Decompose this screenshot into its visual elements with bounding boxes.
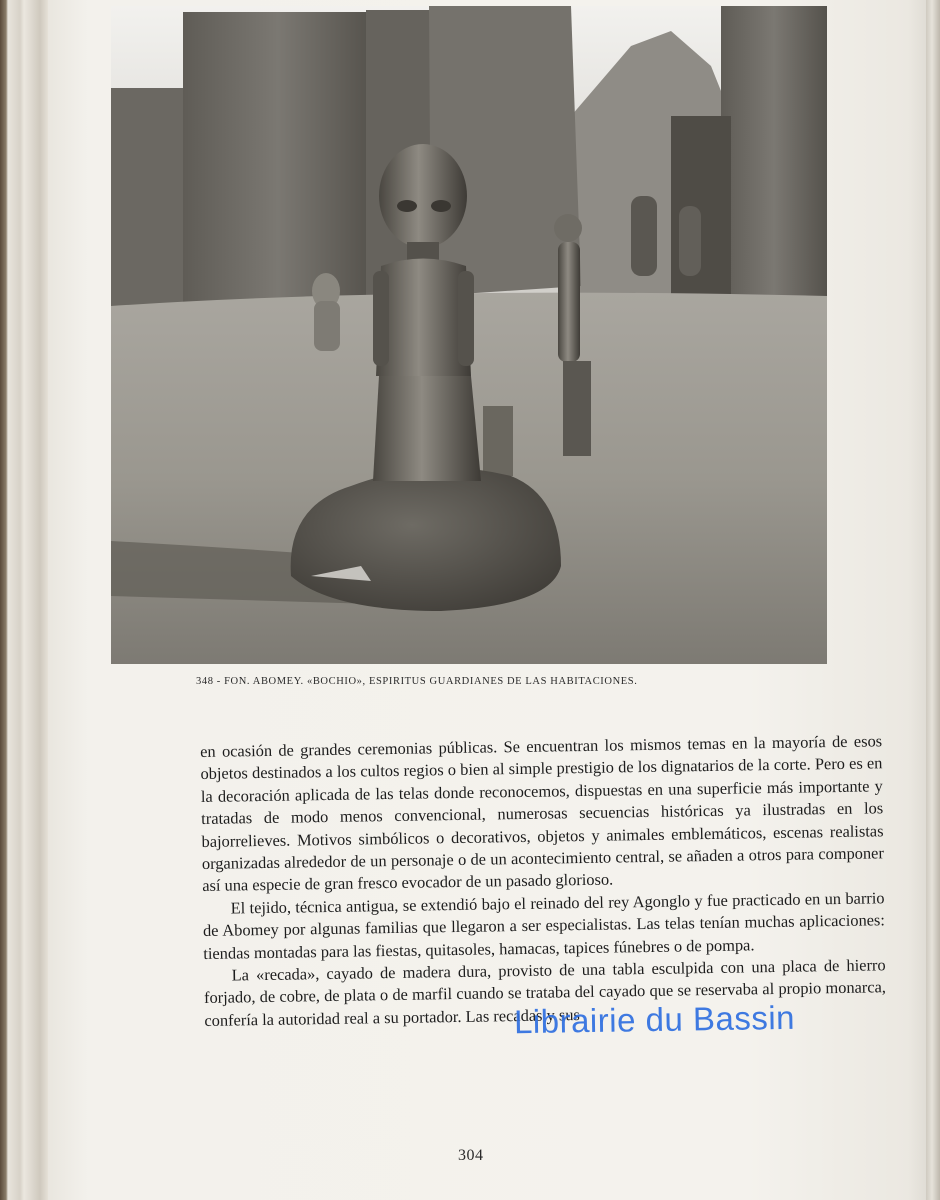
page-right-edge [926,0,940,1200]
photo-caption: 348 - FON. ABOMEY. «BOCHIO», ESPIRITUS GUARDIANES DE LAS HABITACIONES. [196,676,638,687]
bochio-photograph [111,6,827,664]
paragraph: El tejido, técnica antigua, se extendió bajo el reinado del rey Agonglo y fue practicado en un barrio de Abomey por algunas familias que llegaron a ser especialistas. Las telas tenían muchas aplicaciones: tiendas montadas para las fiestas, quitasoles, hamacas, tapices fúnebres o de pompa. [202,888,886,963]
paragraph: en ocasión de grandes ceremonias públicas. Se encuentran los mismos temas en la mayoría de esos objetos destinados a los cultos regios o bien al simple prestigio de los dignatarios de la corte. Pero es en la decoración aplicada de las telas donde reconocemos, dispuestas en una superficie más importante y tratadas de modo menos convencional, numerosas secuencias históricas ya ilustradas en los bajorrelieves. Motivos simbólicos o decorativos, objetos y animales emblemáticos, escenas realistas organizadas alrededor de un personaje o de un acontecimiento central, se añaden a otros para componer así una especie de gran fresco evocador de un pasado glorioso. [200,731,884,896]
page-number: 304 [458,1147,484,1164]
body-text [200,730,886,1032]
paragraph: La «recada», cayado de madera dura, provisto de una tabla esculpida con una placa de hierro forjado, de cobre, de plata o de marfil cuando se trataba del cayado que se reservaba al propio monarca, confería la autoridad real a su portador. Las recadas y sus [203,955,887,1030]
seller-watermark: Librairie du Bassin [513,998,796,1041]
